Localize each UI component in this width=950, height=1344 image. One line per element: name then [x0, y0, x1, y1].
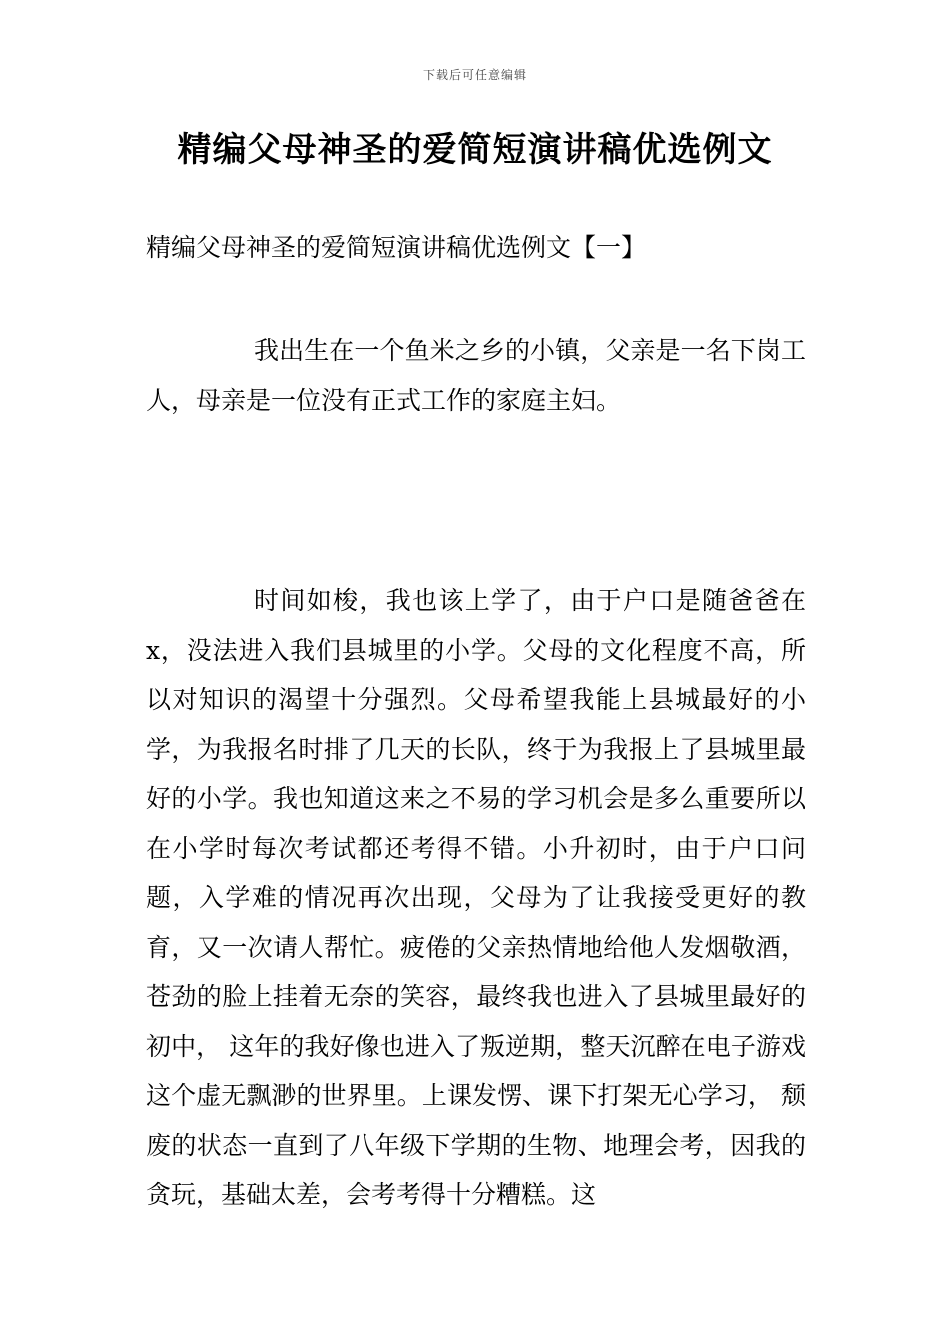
section-heading: 精编父母神圣的爱简短演讲稿优选例文【一】: [146, 233, 647, 262]
header-note: 下载后可任意编辑: [422, 68, 527, 82]
document-title: 精编父母神圣的爱简短演讲稿优选例文: [177, 130, 773, 170]
paragraph: 时间如梭，我也该上学了，由于户口是随爸爸在x，没法进入我们县城里的小学。父母的文化程度不高，所以对知识的渴望十分强烈。父母希望我能上县城最好的小学，为我报名时排了几天的长队，终于为我报上了县城里最好的小学。我也知道这来之不易的学习机会是多么重要所以在小学时每次考试都还考得不错。小升初时，由于户口问题，入学难的情况再次出现，父母为了让我接受更好的教育，又一次请人帮忙。疲倦的父亲热情地给他人发烟敬酒，苍劲的脸上挂着无奈的笑容，最终我也进入了县城里最好的初中， 这年的我好像也进入了叛逆期，整天沉醉在电子游戏这个虚无飘渺的世界里。上课发愣、课下打架无心学习， 颓废的状态一直到了八年级下学期的生物、地理会考，因我的贪玩，基础太差，会考考得十分糟糕。这: [146, 586, 806, 1209]
paragraph: 我出生在一个鱼米之乡的小镇，父亲是一名下岗工人，母亲是一位没有正式工作的家庭主妇。: [146, 336, 806, 415]
